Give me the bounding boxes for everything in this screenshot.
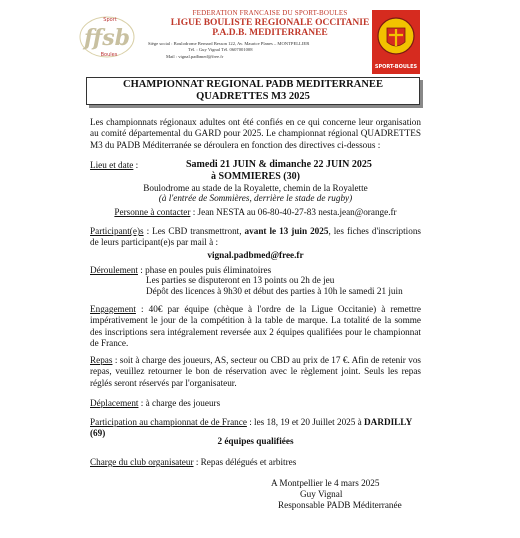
participants-text: : Les CBD transmettront, — [143, 226, 245, 236]
deplacement-label: Déplacement — [90, 398, 139, 408]
contact-label: Personne à contacter — [114, 207, 191, 217]
title-box — [86, 77, 420, 105]
participation-france-text: : les 18, 19 et 20 Juillet 2025 à — [246, 417, 365, 427]
deroulement-schedule: Dépôt des licences à 9h30 et début des parties à 10h le samedi 21 juin — [146, 286, 403, 296]
repas-label: Repas — [90, 355, 113, 365]
participants-paragraph — [90, 226, 421, 249]
lieu-label: Lieu et date — [90, 160, 134, 170]
event-venue: Boulodrome au stade de la Royalette, chemin de la Royalette — [143, 183, 368, 193]
deroulement-points: Les parties se disputeront en 13 points ou 2h de jeu — [146, 275, 335, 285]
event-city: à SOMMIERES (30) — [211, 171, 300, 182]
address-line: Siège social : Boulodrome Bernard Besson 122, Av. Maurice Planes – MONTPELLIER — [148, 41, 310, 46]
participants-email: vignal.padbmed@free.fr — [207, 250, 304, 260]
engagement-label: Engagement — [90, 304, 136, 314]
participants-deadline: avant le 13 juin 2025 — [244, 226, 329, 236]
phone-line: Tél. : Guy Vignal Tél. 0607001008 — [188, 47, 253, 53]
repas-text: : soit à charge des joueurs, AS, secteur ou CBD au prix de 17 €. Afin de retenir vos repas, veuillez retourner le bon de réservation avec le règlement joint. Seuls les repas réglés seront réservés par l'organisateur. — [90, 355, 421, 388]
signature-role: Responsable PADB Méditerranée — [278, 500, 402, 510]
event-date: Samedi 21 JUIN & dimanche 22 JUIN 2025 — [186, 159, 372, 170]
title-line-1: CHAMPIONNAT REGIONAL PADB MEDITERRANEE — [123, 79, 383, 90]
deroulement-label: Déroulement — [90, 265, 138, 275]
svg-text:Sport: Sport — [103, 17, 117, 23]
title-line-2: QUADRETTES M3 2025 — [196, 91, 310, 102]
charge-club-line — [90, 457, 296, 468]
participation-france-label: Participation au championnat de de France — [90, 417, 247, 427]
lieu-label-line — [90, 160, 138, 171]
charge-club-text: : Repas délégués et arbitres — [193, 457, 297, 467]
address-block — [148, 41, 396, 60]
engagement-paragraph — [90, 304, 421, 350]
participation-france-place: DARDILLY (69) — [90, 417, 412, 439]
engagement-text: : 40€ par équipe (chèque à l'ordre de la Ligue Occitanie) à remettre impérativement le jour de la compétition à la table de marque. La totalité de la somme des inscriptions sera intégralement reversée aux 2 équipes qualifiées pour le championnat de France. — [90, 304, 421, 349]
contact-text: : Jean NESTA au 06-80-40-27-83 nesta.jean@orange.fr — [190, 207, 397, 217]
deroulement-text: : phase en poules puis éliminatoires — [137, 265, 272, 275]
svg-text:ffsb: ffsb — [84, 25, 130, 51]
qualified-teams: 2 équipes qualifiées — [217, 436, 294, 446]
deplacement-line — [90, 398, 220, 409]
sport-boules-logo — [372, 10, 420, 74]
signature-place-date: A Montpellier le 4 mars 2025 — [271, 478, 380, 488]
svg-text:SPORT-BOULES: SPORT-BOULES — [374, 64, 418, 70]
federation-title: FEDERATION FRANCAISE DU SPORT-BOULES — [192, 9, 348, 17]
repas-paragraph — [90, 355, 421, 389]
lieu-separator: : — [133, 160, 139, 170]
signature-name: Guy Vignal — [300, 489, 343, 499]
ffsb-logo — [76, 12, 138, 62]
padb-name: P.A.D.B. MEDITERRANEE — [212, 28, 328, 38]
participants-label: Participant(e)s — [90, 226, 144, 236]
ligue-name: LIGUE BOULISTE REGIONALE OCCITANIE — [170, 18, 370, 28]
participants-text-end: , les fiches d'inscriptions de leurs participant(e)s par mail à : — [90, 226, 421, 248]
mail-line: Mail : vignal.padbmed@free.fr — [166, 53, 224, 59]
intro-paragraph: Les championnats régionaux adultes ont été confiés en ce qui concerne leur organisation au comité départemental du GARD pour 2025. Le championnat régional QUADRETTES M3 du PADB Méditerranée se déroulera en fonction des directives ci-dessous : — [90, 117, 421, 150]
event-venue-note: (à l'entrée de Sommières, derrière le stade de rugby) — [158, 193, 353, 203]
charge-club-label: Charge du club organisateur — [90, 457, 194, 467]
deplacement-text: : à charge des joueurs — [138, 398, 221, 408]
svg-text:Boules: Boules — [100, 52, 118, 58]
contact-line — [90, 207, 421, 218]
